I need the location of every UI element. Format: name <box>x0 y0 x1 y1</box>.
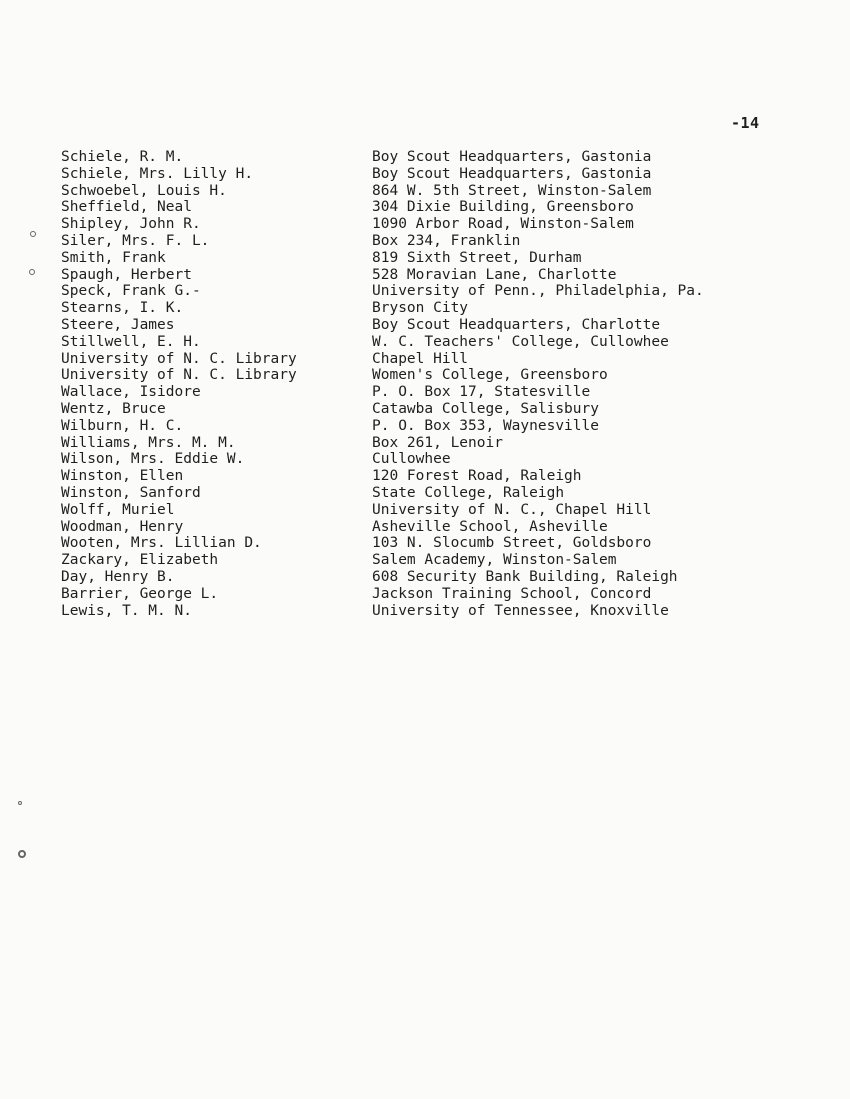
entry-address: Jackson Training School, Concord <box>372 585 652 602</box>
entry-name: Williams, Mrs. M. M. <box>61 434 236 451</box>
directory-entry <box>61 300 841 317</box>
entry-name: University of N. C. Library <box>61 367 297 384</box>
entry-address: Chapel Hill <box>372 350 469 367</box>
entry-address: Box 234, Franklin <box>372 232 521 249</box>
entry-name: Sheffield, Neal <box>61 199 192 216</box>
entry-address: 103 N. Slocumb Street, Goldsboro <box>372 535 652 552</box>
directory-entry <box>61 468 841 485</box>
directory-entry <box>61 603 841 620</box>
entry-name: Zackary, Elizabeth <box>61 552 219 569</box>
margin-mark <box>18 850 26 858</box>
directory-entry <box>61 317 841 334</box>
entry-name: Lewis, T. M. N. <box>61 602 192 619</box>
directory-entry <box>61 569 841 586</box>
directory-entry <box>61 401 841 418</box>
entry-name: Spaugh, Herbert <box>61 266 192 283</box>
entry-address: 1090 Arbor Road, Winston-Salem <box>372 216 634 233</box>
entry-name: Schiele, Mrs. Lilly H. <box>61 165 254 182</box>
page-number: -14 <box>731 114 760 132</box>
entry-address: 528 Moravian Lane, Charlotte <box>372 266 617 283</box>
entry-name: Shipley, John R. <box>61 216 201 233</box>
directory-entry <box>61 233 841 250</box>
directory-entry <box>61 367 841 384</box>
entry-name: Smith, Frank <box>61 249 166 266</box>
margin-mark <box>18 801 22 805</box>
directory-entry <box>61 451 841 468</box>
directory-entry <box>61 334 841 351</box>
entry-address: State College, Raleigh <box>372 484 565 501</box>
entry-name: Schiele, R. M. <box>61 149 184 165</box>
directory-entry <box>61 351 841 368</box>
entry-address: Catawba College, Salisbury <box>372 400 599 417</box>
directory-entry <box>61 435 841 452</box>
entry-address: University of Tennessee, Knoxville <box>372 602 669 619</box>
entry-name: Day, Henry B. <box>61 568 175 585</box>
entry-name: Schwoebel, Louis H. <box>61 182 227 199</box>
entry-address: Boy Scout Headquarters, Gastonia <box>372 149 652 165</box>
margin-mark <box>29 269 35 275</box>
entry-name: Wilburn, H. C. <box>61 417 184 434</box>
directory-entry <box>61 485 841 502</box>
directory-entry <box>61 552 841 569</box>
entry-name: Wentz, Bruce <box>61 400 166 417</box>
entry-name: Winston, Ellen <box>61 468 184 485</box>
entry-address: Asheville School, Asheville <box>372 518 608 535</box>
entry-name: Stillwell, E. H. <box>61 333 201 350</box>
entry-address: W. C. Teachers' College, Cullowhee <box>372 333 669 350</box>
directory-entry <box>61 535 841 552</box>
address-directory <box>61 149 841 619</box>
entry-name: Wilson, Mrs. Eddie W. <box>61 451 245 468</box>
directory-entry <box>61 183 841 200</box>
directory-entry <box>61 502 841 519</box>
directory-entry <box>61 267 841 284</box>
entry-name: Woodman, Henry <box>61 518 184 535</box>
entry-name: Steere, James <box>61 316 175 333</box>
directory-entry <box>61 519 841 536</box>
directory-entry <box>61 199 841 216</box>
margin-mark <box>30 231 36 237</box>
entry-name: Stearns, I. K. <box>61 300 184 317</box>
entry-name: Wooten, Mrs. Lillian D. <box>61 535 262 552</box>
entry-address: 608 Security Bank Building, Raleigh <box>372 568 678 585</box>
directory-entry <box>61 283 841 300</box>
entry-address: University of Penn., Philadelphia, Pa. <box>372 283 704 300</box>
entry-name: Winston, Sanford <box>61 484 201 501</box>
entry-name: Barrier, George L. <box>61 585 219 602</box>
entry-address: Bryson City <box>372 300 469 317</box>
directory-entry <box>61 250 841 267</box>
entry-address: University of N. C., Chapel Hill <box>372 501 652 518</box>
entry-address: Boy Scout Headquarters, Gastonia <box>372 165 652 182</box>
entry-address: Cullowhee <box>372 451 451 468</box>
entry-address: 304 Dixie Building, Greensboro <box>372 199 634 216</box>
directory-entry <box>61 384 841 401</box>
directory-entry <box>61 418 841 435</box>
entry-address: 120 Forest Road, Raleigh <box>372 468 582 485</box>
entry-name: University of N. C. Library <box>61 350 297 367</box>
directory-entry <box>61 149 841 166</box>
entry-name: Speck, Frank G.- <box>61 283 201 300</box>
entry-name: Siler, Mrs. F. L. <box>61 232 210 249</box>
entry-address: P. O. Box 17, Statesville <box>372 384 591 401</box>
entry-address: P. O. Box 353, Waynesville <box>372 417 599 434</box>
directory-entry <box>61 216 841 233</box>
entry-address: Boy Scout Headquarters, Charlotte <box>372 316 661 333</box>
entry-address: 819 Sixth Street, Durham <box>372 249 582 266</box>
entry-address: Box 261, Lenoir <box>372 434 503 451</box>
directory-entry <box>61 166 841 183</box>
entry-name: Wolff, Muriel <box>61 501 175 518</box>
entry-address: 864 W. 5th Street, Winston-Salem <box>372 182 652 199</box>
entry-name: Wallace, Isidore <box>61 384 201 401</box>
entry-address: Women's College, Greensboro <box>372 367 608 384</box>
entry-address: Salem Academy, Winston-Salem <box>372 552 617 569</box>
directory-entry <box>61 586 841 603</box>
